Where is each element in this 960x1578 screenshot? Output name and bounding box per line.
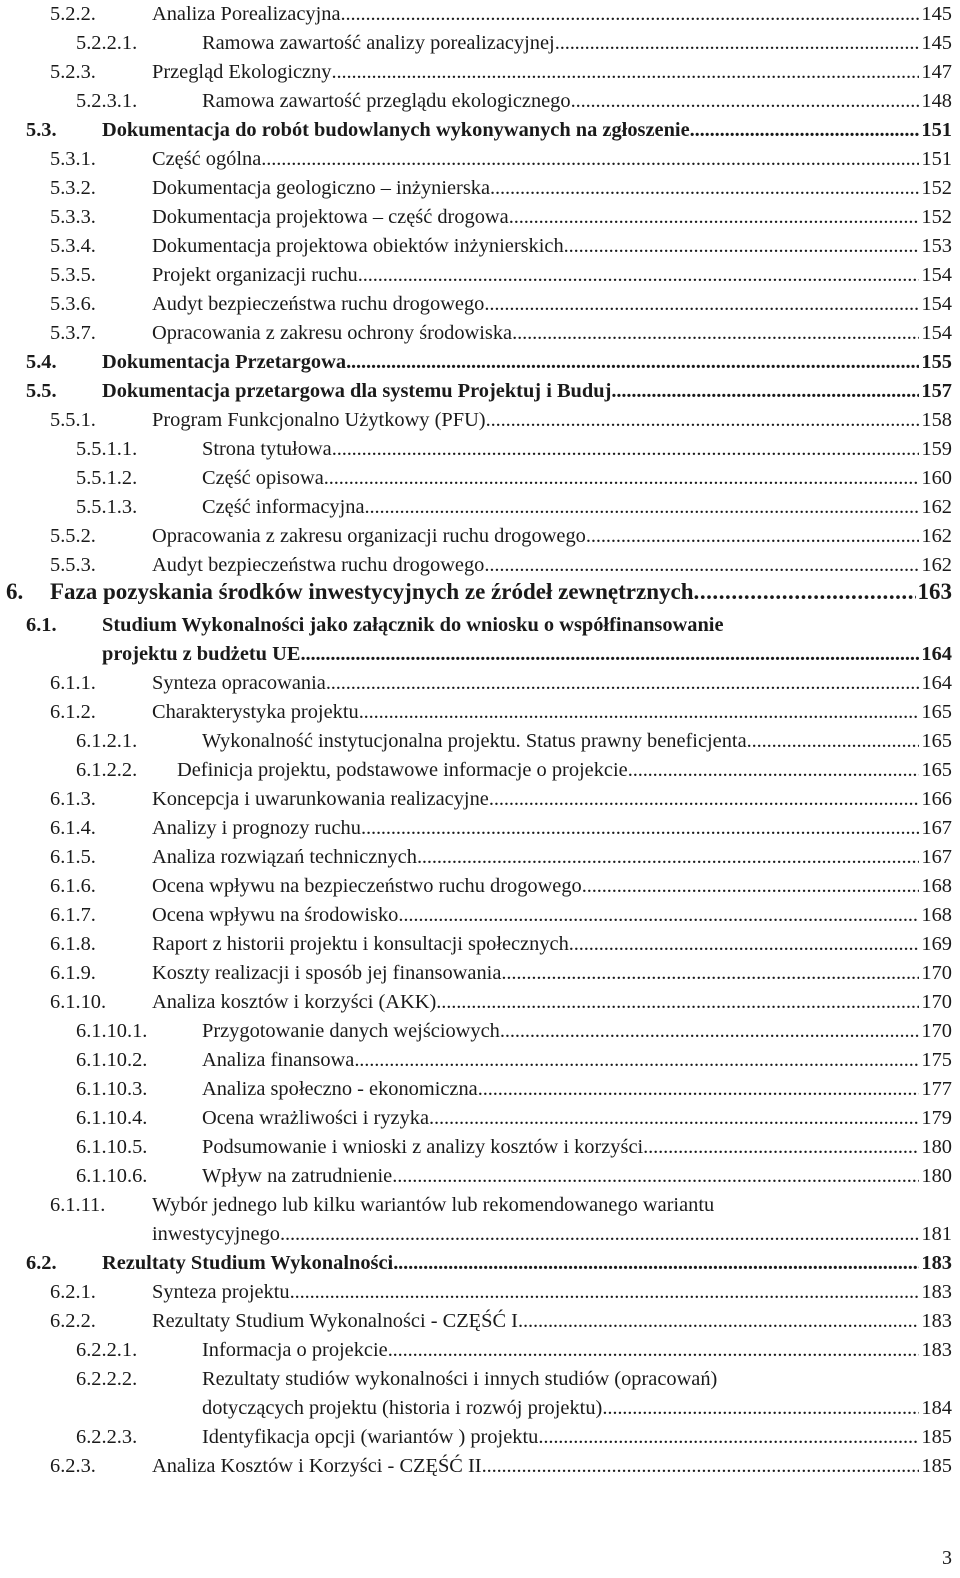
toc-entry-page: 162 [921,525,952,547]
toc-entry-page: 184 [921,1397,952,1419]
toc-entry-page: 180 [921,1136,952,1158]
toc-entry-page: 185 [921,1426,952,1448]
toc-entry-title: Część ogólna [152,148,262,170]
toc-entry-title: Studium Wykonalności jako załącznik do wniosku o współfinansowanie [102,614,724,636]
toc-entry-number: 6.2.2.3. [76,1426,138,1448]
toc-entry-page: 165 [921,730,952,752]
toc-entry-number: 6.2.3. [50,1455,96,1477]
dot-leader [586,522,920,550]
dot-leader [341,0,920,28]
toc-entry-page: 175 [921,1049,952,1071]
toc-entry-number: 5.5.1.2. [76,467,138,489]
toc-entry[interactable] [0,959,960,987]
toc-entry-continuation[interactable] [0,1220,960,1248]
toc-entry-number: 5.3.1. [50,148,96,170]
toc-entry[interactable] [0,1162,960,1190]
toc-entry-page: 158 [921,409,952,431]
toc-entry-title: Przegląd Ekologiczny [152,61,332,83]
toc-entry-number: 6.1.10. [50,991,107,1013]
toc-entry-title: Analiza rozwiązań technicznych [152,846,417,868]
toc-entry-title: Rezultaty Studium Wykonalności - CZĘŚĆ I [152,1310,518,1332]
toc-entry[interactable] [0,261,960,289]
toc-entry-title: Część opisowa [202,467,324,489]
toc-entry-page: 164 [921,643,952,665]
dot-leader [365,493,920,521]
toc-entry-number: 6.2.2. [50,1310,96,1332]
dot-leader [747,727,920,755]
toc-entry-title: Wpływ na zatrudnienie [202,1165,393,1187]
toc-entry[interactable] [0,203,960,231]
dot-leader [690,116,920,144]
toc-entry[interactable] [0,232,960,260]
toc-entry[interactable] [0,493,960,521]
toc-entry-number: 5.3.6. [50,293,96,315]
toc-entry-page: 169 [921,933,952,955]
dot-leader [501,959,919,987]
toc-entry-number: 6.1.10.3. [76,1078,148,1100]
toc-entry-title: Koncepcja i uwarunkowania realizacyjne [152,788,489,810]
toc-entry-number: 5.2.3. [50,61,96,83]
toc-entry-page: 181 [921,1223,952,1245]
dot-leader [509,203,920,231]
dot-leader [500,1017,920,1045]
toc-entry-title: Ocena wpływu na środowisko [152,904,399,926]
dot-leader [300,640,919,668]
toc-entry[interactable] [0,727,960,755]
toc-entry[interactable] [0,58,960,86]
toc-entry-number: 6.1.2. [50,701,96,723]
dot-leader [571,87,920,115]
dot-leader [436,988,919,1016]
toc-entry[interactable] [0,1046,960,1074]
toc-entry[interactable] [0,785,960,813]
toc-entry-page: 145 [921,3,952,25]
toc-entry-page: 157 [921,380,952,402]
dot-leader [582,872,920,900]
toc-entry-title: Ramowa zawartość analizy porealizacyjnej [202,32,555,54]
toc-entry[interactable] [0,116,960,144]
toc-entry-title: Wybór jednego lub kilku wariantów lub rekomendowanego wariantu [152,1194,715,1216]
toc-entry[interactable] [0,435,960,463]
toc-entry-title: Faza pozyskania środków inwestycyjnych ze źródeł zewnętrznych [50,579,694,604]
dot-leader [489,785,920,813]
dot-leader [628,756,920,784]
toc-entry-page: 154 [921,264,952,286]
toc-entry-title: Strona tytułowa [202,438,332,460]
toc-entry-number: 5.3.4. [50,235,96,257]
toc-entry-number: 5.2.3.1. [76,90,138,112]
toc-entry-title: Opracowania z zakresu ochrony środowiska [152,322,513,344]
toc-entry-title: Dokumentacja przetargowa dla systemu Projektuj i Buduj [102,380,612,402]
toc-entry-continuation[interactable] [0,1394,960,1422]
toc-entry-page: 185 [921,1455,952,1477]
dot-leader [569,930,920,958]
toc-entry-number: 5.3. [26,119,57,141]
dot-leader [393,1249,919,1277]
toc-entry-title: Analiza społeczno - ekonomiczna [202,1078,478,1100]
toc-entry-page: 159 [921,438,952,460]
toc-entry[interactable] [0,843,960,871]
dot-leader [332,58,920,86]
toc-entry[interactable] [0,901,960,929]
toc-entry-page: 152 [921,177,952,199]
toc-entry[interactable] [0,930,960,958]
toc-entry-title: Dokumentacja Przetargowa [102,351,347,373]
dot-leader [478,1075,920,1103]
dot-leader [354,1046,919,1074]
dot-leader [484,551,919,579]
toc-entry-number: 6.1.10.4. [76,1107,148,1129]
toc-entry-page: 170 [921,991,952,1013]
toc-entry-title: Audyt bezpieczeństwa ruchu drogowego [152,554,485,576]
toc-entry-continuation[interactable] [0,640,960,668]
dot-leader [490,174,919,202]
toc-entry[interactable] [0,1278,960,1306]
toc-entry-page: 163 [917,579,952,604]
dot-leader [326,669,920,697]
dot-leader [290,1278,920,1306]
toc-entry-page: 165 [921,701,952,723]
dot-leader [429,1104,919,1132]
toc-entry-number: 6.1. [26,614,57,636]
toc-entry-number: 5.5.3. [50,554,96,576]
toc-entry-title: Analiza finansowa [202,1049,355,1071]
toc-entry-page: 151 [921,119,952,141]
toc-entry-title-continued: projektu z budżetu UE [102,643,301,665]
dot-leader [643,1133,919,1161]
dot-leader [332,435,920,463]
toc-entry-page: 153 [921,235,952,257]
toc-entry-number: 6. [6,579,24,604]
toc-entry-title: Audyt bezpieczeństwa ruchu drogowego [152,293,485,315]
toc-entry-number: 6.1.11. [50,1194,106,1216]
toc-entry-number: 5.5.1. [50,409,96,431]
toc-entry-title: Raport z historii projektu i konsultacji społecznych [152,933,569,955]
toc-entry-page: 162 [921,554,952,576]
toc-entry-title: Rezultaty studiów wykonalności i innych studiów (opracowań) [202,1368,718,1390]
toc-entry-page: 151 [921,148,952,170]
toc-entry-page: 168 [921,875,952,897]
toc-entry-number: 5.2.2. [50,3,96,25]
toc-entry-title: Dokumentacja geologiczno – inżynierska [152,177,491,199]
dot-leader [538,1423,919,1451]
toc-entry-page: 166 [921,788,952,810]
toc-entry-page: 152 [921,206,952,228]
toc-entry-number: 6.2.1. [50,1281,96,1303]
toc-entry-number: 6.1.1. [50,672,96,694]
toc-entry-title: Informacja o projekcie [202,1339,388,1361]
toc-entry[interactable] [0,174,960,202]
toc-entry-title: Analiza kosztów i korzyści (AKK) [152,991,437,1013]
dot-leader [482,1452,920,1480]
toc-entry[interactable] [0,1365,960,1393]
toc-entry-number: 5.5.1.1. [76,438,138,460]
toc-entry[interactable] [0,814,960,842]
toc-entry[interactable] [0,1452,960,1480]
toc-entry-number: 5.5.1.3. [76,496,138,518]
toc-entry-title: Synteza projektu [152,1281,290,1303]
toc-entry-page: 167 [921,817,952,839]
dot-leader [484,290,919,318]
toc-entry-number: 6.1.4. [50,817,96,839]
toc-entry-number: 6.1.10.1. [76,1020,148,1042]
toc-entry-number: 6.1.9. [50,962,96,984]
toc-entry[interactable] [0,87,960,115]
toc-entry-title: Analizy i prognozy ruchu [152,817,361,839]
toc-entry[interactable] [0,377,960,405]
toc-entry[interactable] [0,406,960,434]
toc-entry-title: Dokumentacja do robót budowlanych wykonywanych na zgłoszenie [102,119,690,141]
dot-leader [261,145,919,173]
dot-leader [564,232,920,260]
dot-leader [324,464,920,492]
toc-entry-title: Definicja projektu, podstawowe informacje o projekcie [177,759,628,781]
toc-entry[interactable] [0,464,960,492]
toc-entry-page: 165 [921,759,952,781]
toc-entry-title: Opracowania z zakresu organizacji ruchu drogowego [152,525,586,547]
toc-entry-number: 5.3.7. [50,322,96,344]
toc-entry[interactable] [0,872,960,900]
toc-entry[interactable] [0,1423,960,1451]
toc-entry-page: 168 [921,904,952,926]
toc-entry[interactable] [0,1191,960,1219]
toc-entry-page: 170 [921,1020,952,1042]
dot-leader [486,406,920,434]
toc-entry-page: 164 [921,672,952,694]
toc-entry[interactable] [0,551,960,579]
dot-leader [388,1336,920,1364]
toc-entry-title: Program Funkcjonalno Użytkowy (PFU) [152,409,486,431]
toc-entry[interactable] [0,1075,960,1103]
toc-entry-number: 6.1.10.2. [76,1049,148,1071]
dot-leader [602,1394,919,1422]
toc-entry-page: 154 [921,322,952,344]
toc-entry-number: 6.1.10.6. [76,1165,148,1187]
toc-entry-title: Ocena wrażliwości i ryzyka [202,1107,430,1129]
toc-entry[interactable] [0,290,960,318]
toc-entry-title: Ramowa zawartość przeglądu ekologicznego [202,90,571,112]
toc-entry-title: Synteza opracowania [152,672,326,694]
toc-entry-page: 162 [921,496,952,518]
toc-entry-title: Rezultaty Studium Wykonalności [102,1252,394,1274]
toc-entry-title: Projekt organizacji ruchu [152,264,358,286]
toc-entry[interactable] [0,1336,960,1364]
toc-entry-number: 5.3.3. [50,206,96,228]
toc-entry[interactable] [0,145,960,173]
toc-entry[interactable] [0,29,960,57]
dot-leader [555,29,920,57]
toc-entry-page: 183 [921,1252,952,1274]
toc-entry[interactable] [0,522,960,550]
toc-entry-page: 177 [921,1078,952,1100]
toc-entry-title-continued: inwestycyjnego [152,1223,280,1245]
toc-entry-number: 6.1.8. [50,933,96,955]
toc-entry-page: 170 [921,962,952,984]
toc-entry-title: Identyfikacja opcji (wariantów ) projektu [202,1426,539,1448]
toc-entry-number: 6.2.2.2. [76,1368,138,1390]
toc-entry[interactable] [0,698,960,726]
dot-leader [361,814,919,842]
toc-entry-page: 183 [921,1339,952,1361]
toc-entry-title: Część informacyjna [202,496,365,518]
page-number: 3 [942,1547,952,1569]
toc-entry-number: 6.1.2.2. [76,759,138,781]
toc-entry-title: Dokumentacja projektowa – część drogowa [152,206,509,228]
dot-leader [358,261,920,289]
toc-entry-number: 6.1.7. [50,904,96,926]
toc-entry-title: Charakterystyka projektu [152,701,359,723]
toc-entry-title: Analiza Porealizacyjna [152,3,341,25]
toc-entry-number: 5.5.2. [50,525,96,547]
toc-entry[interactable] [0,1249,960,1277]
toc-entry-number: 6.2.2.1. [76,1339,138,1361]
toc-entry-page: 167 [921,846,952,868]
toc-entry-page: 183 [921,1281,952,1303]
toc-entry-page: 154 [921,293,952,315]
toc-entry-page: 180 [921,1165,952,1187]
toc-entry-title: Ocena wpływu na bezpieczeństwo ruchu drogowego [152,875,582,897]
toc-entry-page: 179 [921,1107,952,1129]
toc-entry-page: 147 [921,61,952,83]
toc-entry-number: 5.5. [26,380,57,402]
dot-leader [512,319,919,347]
toc-entry[interactable] [0,756,960,784]
toc-entry-title-continued: dotyczących projektu (historia i rozwój projektu) [202,1397,603,1419]
dot-leader [611,377,919,405]
dot-leader [392,1162,919,1190]
toc-entry[interactable] [0,988,960,1016]
toc-entry-title: Wykonalność instytucjonalna projektu. Status prawny beneficjenta [202,730,747,752]
toc-entry-number: 6.1.5. [50,846,96,868]
dot-leader [694,578,916,606]
toc-entry-number: 6.1.3. [50,788,96,810]
toc-entry[interactable] [0,1133,960,1161]
toc-entry[interactable] [0,578,960,606]
toc-entry[interactable] [0,1104,960,1132]
toc-entry[interactable] [0,669,960,697]
toc-entry-page: 160 [921,467,952,489]
toc-entry-number: 5.4. [26,351,57,373]
toc-entry-number: 5.3.2. [50,177,96,199]
toc-entry-page: 183 [921,1310,952,1332]
toc-entry-page: 148 [921,90,952,112]
dot-leader [359,698,920,726]
dot-leader [280,1220,919,1248]
dot-leader [518,1307,919,1335]
toc-entry-number: 6.2. [26,1252,57,1274]
toc-entry[interactable] [0,1017,960,1045]
toc-entry-title: Koszty realizacji i sposób jej finansowania [152,962,502,984]
toc-entry[interactable] [0,0,960,28]
toc-entry[interactable] [0,1307,960,1335]
toc-entry-title: Podsumowanie i wnioski z analizy kosztów i korzyści [202,1136,644,1158]
toc-entry-title: Dokumentacja projektowa obiektów inżynierskich [152,235,564,257]
toc-entry-number: 5.2.2.1. [76,32,138,54]
dot-leader [398,901,919,929]
toc-entry-number: 6.1.10.5. [76,1136,148,1158]
toc-entry-number: 6.1.6. [50,875,96,897]
toc-entry[interactable] [0,611,960,639]
toc-entry-title: Analiza Kosztów i Korzyści - CZĘŚĆ II [152,1455,482,1477]
dot-leader [346,348,919,376]
toc-entry-page: 145 [921,32,952,54]
toc-entry-title: Przygotowanie danych wejściowych [202,1020,500,1042]
toc-entry-number: 5.3.5. [50,264,96,286]
toc-entry[interactable] [0,319,960,347]
toc-entry-page: 155 [921,351,952,373]
dot-leader [417,843,919,871]
toc-entry[interactable] [0,348,960,376]
toc-entry-number: 6.1.2.1. [76,730,138,752]
